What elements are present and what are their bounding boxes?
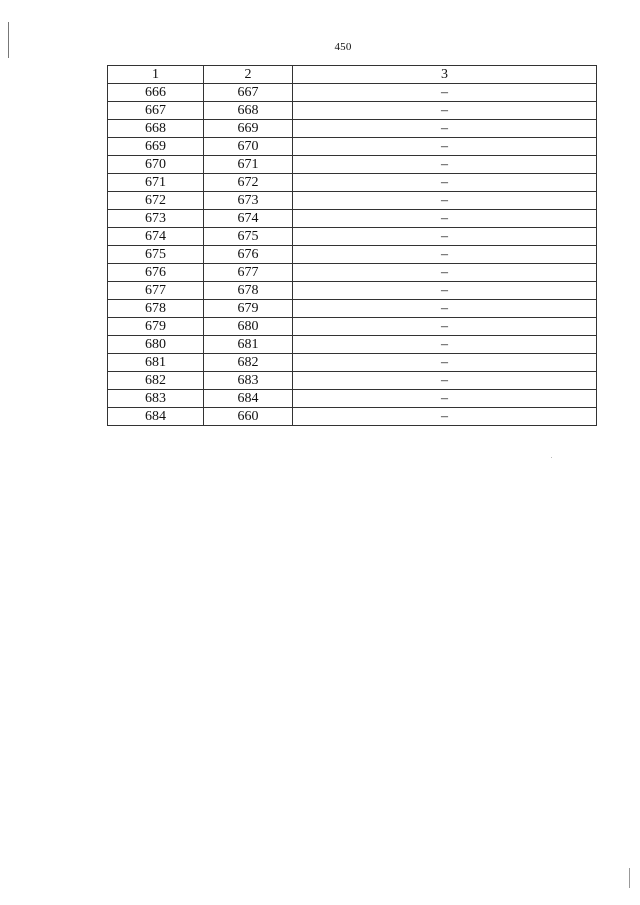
table-row [108, 336, 597, 354]
table-cell-col-3: – [293, 282, 597, 300]
table-cell-col-2: 668 [204, 102, 293, 120]
table-cell-col-2: 671 [204, 156, 293, 174]
table-cell-col-3: – [293, 354, 597, 372]
table-cell-col-2: 680 [204, 318, 293, 336]
table-row [108, 282, 597, 300]
table-cell-col-3: – [293, 408, 597, 426]
column-header-1: 1 [108, 66, 204, 84]
table-cell-col-1: 676 [108, 264, 204, 282]
page-number: 450 [334, 41, 352, 53]
table-cell-col-1: 684 [108, 408, 204, 426]
table-cell-col-1: 671 [108, 174, 204, 192]
scan-edge-mark-right [629, 868, 630, 888]
table-cell-col-2: 673 [204, 192, 293, 210]
table-row [108, 390, 597, 408]
table-row [108, 156, 597, 174]
table-cell-col-2: 676 [204, 246, 293, 264]
table-cell-col-2: 681 [204, 336, 293, 354]
table-row [108, 102, 597, 120]
table-cell-col-2: 677 [204, 264, 293, 282]
table-cell-col-3: – [293, 264, 597, 282]
table-cell-col-1: 668 [108, 120, 204, 138]
table-cell-col-1: 677 [108, 282, 204, 300]
table-cell-col-1: 667 [108, 102, 204, 120]
table-row [108, 372, 597, 390]
table-cell-col-1: 669 [108, 138, 204, 156]
column-header-2: 2 [204, 66, 293, 84]
table-cell-col-2: 672 [204, 174, 293, 192]
table-row [108, 408, 597, 426]
table-cell-col-3: – [293, 102, 597, 120]
table-cell-col-2: 682 [204, 354, 293, 372]
data-table [107, 65, 597, 426]
table-cell-col-3: – [293, 228, 597, 246]
table-cell-col-3: – [293, 174, 597, 192]
table-cell-col-1: 680 [108, 336, 204, 354]
table-cell-col-1: 670 [108, 156, 204, 174]
table-cell-col-3: – [293, 84, 597, 102]
table-row [108, 174, 597, 192]
table-cell-col-1: 675 [108, 246, 204, 264]
table-row [108, 318, 597, 336]
table-cell-col-2: 678 [204, 282, 293, 300]
table-cell-col-1: 674 [108, 228, 204, 246]
table-row [108, 210, 597, 228]
column-header-3: 3 [293, 66, 597, 84]
table-row [108, 228, 597, 246]
table-cell-col-1: 679 [108, 318, 204, 336]
table-cell-col-3: – [293, 390, 597, 408]
table-cell-col-3: – [293, 372, 597, 390]
table-row [108, 120, 597, 138]
table-header-row [108, 66, 597, 84]
table-row [108, 264, 597, 282]
table-cell-col-1: 683 [108, 390, 204, 408]
table-cell-col-2: 674 [204, 210, 293, 228]
table-cell-col-3: – [293, 300, 597, 318]
table-row [108, 300, 597, 318]
table-cell-col-3: – [293, 138, 597, 156]
table-cell-col-3: – [293, 318, 597, 336]
table-cell-col-2: 669 [204, 120, 293, 138]
scan-speck [551, 457, 552, 458]
table-cell-col-1: 678 [108, 300, 204, 318]
table-cell-col-2: 667 [204, 84, 293, 102]
table-body [108, 84, 597, 426]
table-cell-col-2: 679 [204, 300, 293, 318]
table-row [108, 84, 597, 102]
table-cell-col-3: – [293, 336, 597, 354]
table-row [108, 246, 597, 264]
table-cell-col-2: 675 [204, 228, 293, 246]
table-cell-col-3: – [293, 120, 597, 138]
table-cell-col-1: 681 [108, 354, 204, 372]
table-row [108, 354, 597, 372]
table-cell-col-3: – [293, 210, 597, 228]
table-row [108, 138, 597, 156]
table-cell-col-1: 673 [108, 210, 204, 228]
table-row [108, 192, 597, 210]
table-cell-col-3: – [293, 246, 597, 264]
table-cell-col-1: 666 [108, 84, 204, 102]
table-cell-col-1: 672 [108, 192, 204, 210]
table-cell-col-3: – [293, 156, 597, 174]
table-cell-col-2: 684 [204, 390, 293, 408]
table-cell-col-3: – [293, 192, 597, 210]
table-cell-col-2: 660 [204, 408, 293, 426]
table-cell-col-1: 682 [108, 372, 204, 390]
table-cell-col-2: 670 [204, 138, 293, 156]
table-cell-col-2: 683 [204, 372, 293, 390]
